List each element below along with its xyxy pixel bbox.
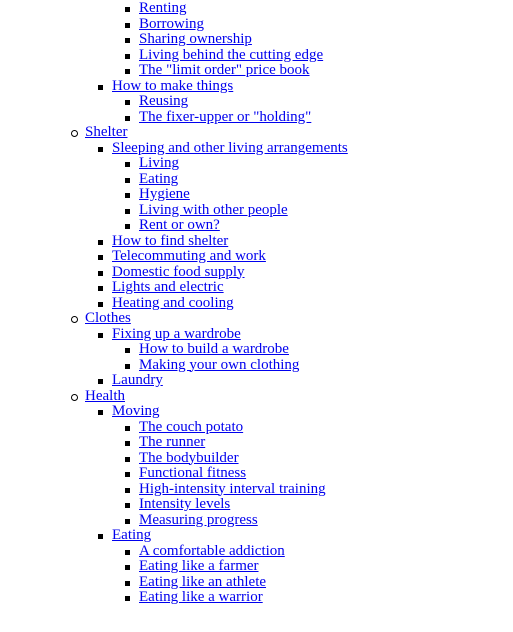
toc-list-item (0, 497, 513, 513)
toc-list-item (0, 296, 513, 312)
toc-link[interactable]: Living behind the cutting edge (139, 46, 324, 63)
toc-link[interactable]: The bodybuilder (139, 449, 239, 466)
table-of-contents (0, 1, 513, 606)
toc-list-item (0, 373, 513, 389)
toc-list-item (0, 358, 513, 374)
toc-list-item (0, 559, 513, 575)
square-bullet-icon (125, 348, 130, 353)
toc-link[interactable]: Fixing up a wardrobe (112, 325, 241, 342)
toc-link[interactable]: How to make things (112, 77, 234, 94)
square-bullet-icon (125, 23, 130, 28)
square-bullet-icon (125, 100, 130, 105)
square-bullet-icon (125, 193, 130, 198)
toc-link[interactable]: The runner (139, 434, 206, 450)
square-bullet-icon (125, 550, 130, 555)
square-bullet-icon (98, 379, 103, 384)
square-bullet-icon (125, 178, 130, 183)
square-bullet-icon (98, 410, 103, 415)
toc-link[interactable]: How to find shelter (112, 232, 229, 249)
toc-list-item (0, 17, 513, 33)
toc-list-item (0, 79, 513, 95)
toc-list-item (0, 1, 513, 17)
square-bullet-icon (125, 209, 130, 214)
toc-link[interactable]: Heating and cooling (112, 294, 234, 311)
toc-link[interactable]: Eating like a farmer (139, 558, 259, 574)
square-bullet-icon (125, 441, 130, 446)
square-bullet-icon (125, 503, 130, 508)
toc-list-item (0, 125, 513, 141)
toc-list-item (0, 435, 513, 451)
toc-link[interactable]: Intensity levels (139, 496, 231, 512)
toc-list-item (0, 234, 513, 250)
toc-list-item (0, 466, 513, 482)
circle-bullet-icon (71, 394, 78, 401)
square-bullet-icon (125, 162, 130, 167)
square-bullet-icon (125, 38, 130, 43)
toc-list-item (0, 63, 513, 79)
toc-link[interactable]: Eating (139, 170, 179, 187)
toc-list-item (0, 48, 513, 64)
toc-list-item (0, 342, 513, 358)
square-bullet-icon (125, 7, 130, 12)
square-bullet-icon (125, 581, 130, 586)
toc-list-item (0, 32, 513, 48)
toc-list-item (0, 187, 513, 203)
toc-link[interactable]: Hygiene (139, 186, 190, 202)
square-bullet-icon (125, 426, 130, 431)
square-bullet-icon (125, 565, 130, 570)
square-bullet-icon (125, 596, 130, 601)
square-bullet-icon (125, 488, 130, 493)
toc-list-item (0, 110, 513, 126)
toc-list-item (0, 544, 513, 560)
square-bullet-icon (125, 116, 130, 121)
toc-list-item (0, 528, 513, 544)
toc-link[interactable]: Living (139, 155, 179, 171)
toc-link[interactable]: Clothes (85, 310, 131, 326)
circle-bullet-icon (71, 316, 78, 323)
toc-link[interactable]: Reusing (139, 93, 189, 109)
toc-list-item (0, 94, 513, 110)
toc-link[interactable]: Eating like a warrior (139, 589, 263, 605)
toc-link[interactable]: Eating (112, 527, 152, 543)
toc-list-item (0, 280, 513, 296)
toc-link[interactable]: A comfortable addiction (139, 542, 285, 559)
square-bullet-icon (125, 457, 130, 462)
square-bullet-icon (98, 271, 103, 276)
square-bullet-icon (98, 240, 103, 245)
toc-link[interactable]: The fixer-upper or "holding" (139, 108, 312, 125)
square-bullet-icon (125, 472, 130, 477)
toc-list-item (0, 482, 513, 498)
toc-list-item (0, 265, 513, 281)
square-bullet-icon (98, 147, 103, 152)
square-bullet-icon (98, 85, 103, 90)
toc-link[interactable]: Domestic food supply (112, 263, 245, 280)
toc-link[interactable]: Lights and electric (112, 279, 224, 295)
toc-list-item (0, 156, 513, 172)
toc-list-item (0, 389, 513, 405)
toc-list-item (0, 590, 513, 606)
toc-link[interactable]: The "limit order" price book (139, 62, 310, 78)
square-bullet-icon (98, 534, 103, 539)
toc-list-item (0, 575, 513, 591)
toc-link[interactable]: Health (85, 387, 125, 404)
toc-link[interactable]: The couch potato (139, 418, 244, 435)
toc-link[interactable]: Making your own clothing (139, 356, 300, 373)
toc-list-item (0, 218, 513, 234)
square-bullet-icon (125, 69, 130, 74)
square-bullet-icon (125, 519, 130, 524)
square-bullet-icon (125, 54, 130, 59)
toc-link[interactable]: Renting (139, 0, 187, 16)
toc-link[interactable]: Telecommuting and work (112, 248, 266, 264)
toc-link[interactable]: How to build a wardrobe (139, 341, 289, 357)
toc-link[interactable]: Eating like an athlete (139, 573, 267, 590)
toc-link[interactable]: Sleeping and other living arrangements (112, 139, 348, 156)
toc-list-item (0, 203, 513, 219)
toc-link[interactable]: Borrowing (139, 15, 204, 32)
toc-list-item (0, 172, 513, 188)
toc-list-item (0, 404, 513, 420)
toc-list-item (0, 420, 513, 436)
square-bullet-icon (98, 286, 103, 291)
toc-list-item (0, 513, 513, 529)
toc-link[interactable]: Rent or own? (139, 217, 220, 233)
square-bullet-icon (125, 224, 130, 229)
toc-list-item (0, 249, 513, 265)
square-bullet-icon (98, 333, 103, 338)
square-bullet-icon (125, 364, 130, 369)
toc-link[interactable]: Laundry (112, 372, 163, 388)
circle-bullet-icon (71, 130, 78, 137)
toc-link[interactable]: High-intensity interval training (139, 480, 326, 497)
toc-list-item (0, 451, 513, 467)
toc-link[interactable]: Shelter (85, 124, 128, 140)
toc-link[interactable]: Functional fitness (139, 465, 247, 481)
toc-link[interactable]: Sharing ownership (139, 31, 252, 47)
square-bullet-icon (98, 302, 103, 307)
toc-list-item (0, 141, 513, 157)
toc-link[interactable]: Measuring progress (139, 511, 258, 528)
toc-link[interactable]: Moving (112, 403, 160, 419)
toc-list-item (0, 311, 513, 327)
square-bullet-icon (98, 255, 103, 260)
toc-list-item (0, 327, 513, 343)
toc-link[interactable]: Living with other people (139, 201, 288, 218)
